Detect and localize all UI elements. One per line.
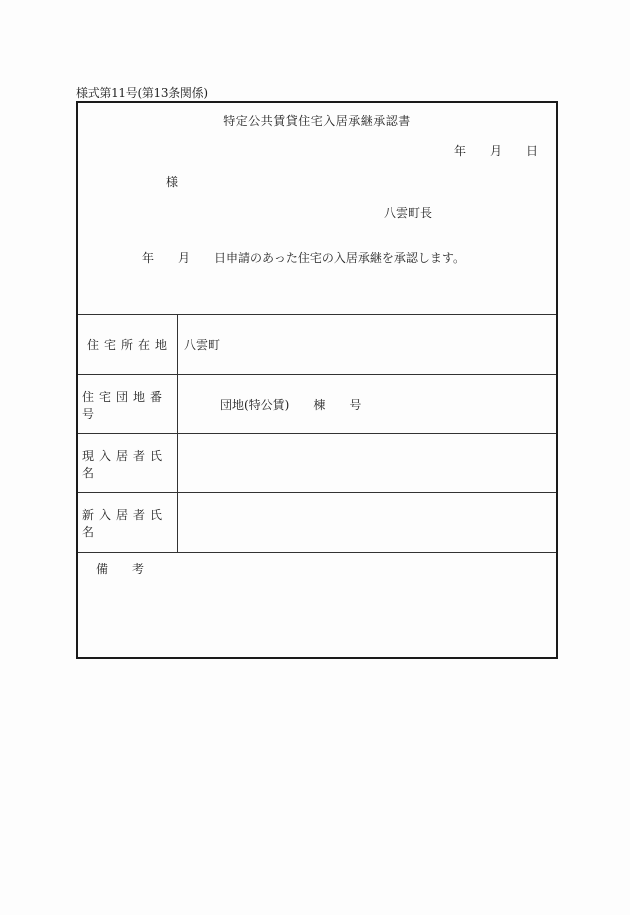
danchi-text: 団地(特公賃) — [220, 398, 290, 412]
statement-year: 年 — [142, 251, 155, 265]
issue-date-year: 年 — [453, 144, 466, 158]
issue-date-day: 日 — [525, 144, 538, 158]
new-resident-label: 新入居者氏名 — [78, 493, 178, 552]
statement-text: 日申請のあった住宅の入居承継を承認します。 — [214, 251, 465, 265]
complex-number-label: 住宅団地番号 — [78, 375, 178, 434]
document-title: 特定公共賃貸住宅入居承継承認書 — [223, 114, 411, 128]
issue-date — [454, 142, 538, 159]
building-text: 棟 — [313, 398, 326, 412]
complex-number-value — [220, 375, 361, 434]
approval-form — [76, 101, 558, 659]
approval-statement — [142, 249, 465, 266]
remarks-label: 備 考 — [96, 562, 145, 576]
form-number: 様式第11号(第13条関係) — [76, 86, 208, 100]
addressee: 様 — [166, 175, 179, 189]
issue-date-month: 月 — [489, 144, 502, 158]
address-label: 住宅所在地 — [78, 315, 178, 374]
row-complex-number — [78, 374, 556, 434]
row-current-resident — [78, 433, 556, 493]
address-value: 八雲町 — [184, 338, 221, 352]
issuer-name: 八雲町長 — [384, 206, 433, 220]
row-new-resident — [78, 492, 556, 552]
unit-text: 号 — [349, 398, 362, 412]
row-address — [78, 314, 556, 374]
statement-month: 月 — [178, 251, 191, 265]
remarks-section — [78, 552, 556, 658]
current-resident-label: 現入居者氏名 — [78, 434, 178, 493]
